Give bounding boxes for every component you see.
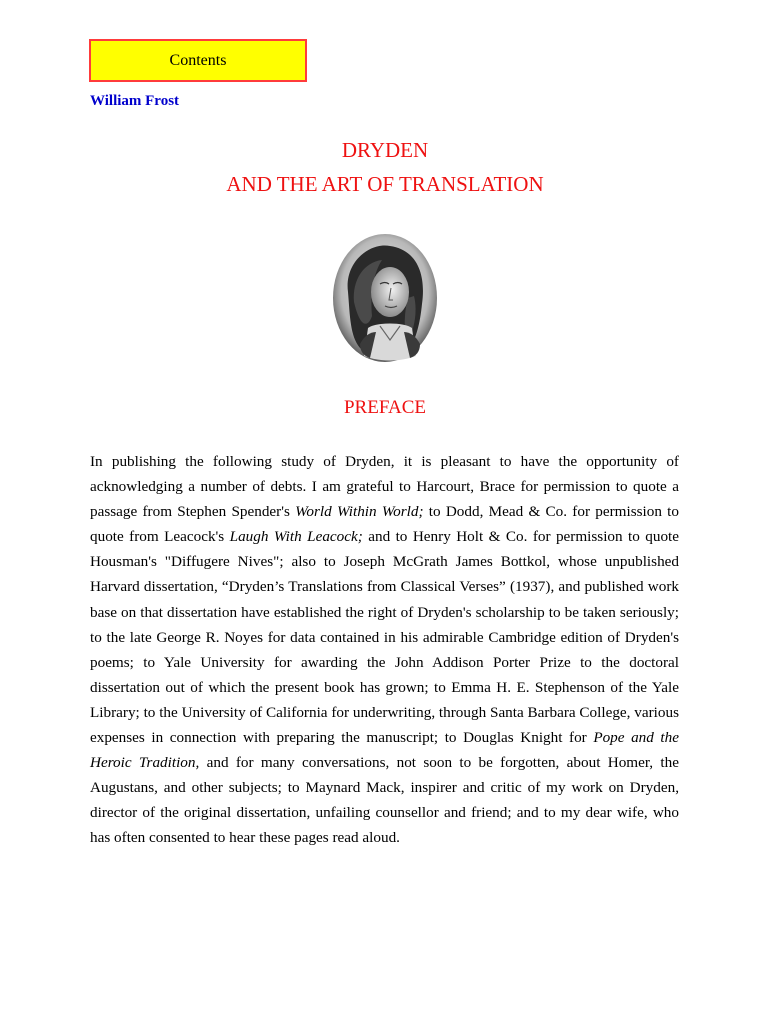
preface-text-part-4: and for many conversations, not soon to be forgotten, about Homer, the Augustans, and other subjects; to Maynard Mack, inspirer and critic of my work on Dryden, director of the original dissertation, unfailing counsellor and friend; and to my dear wife, who has often consented to hear these pages read aloud. bbox=[90, 754, 679, 847]
preface-italic-title-2: Laugh With Leacock; bbox=[229, 528, 363, 546]
preface-italic-title-3: Pope and the Heroic Tradition, bbox=[90, 729, 679, 772]
book-title-line-1: DRYDEN bbox=[341, 138, 429, 162]
contents-button-label: Contents bbox=[169, 51, 227, 69]
contents-button[interactable] bbox=[89, 39, 307, 82]
portrait-engraving-icon bbox=[330, 232, 440, 364]
preface-text-part-1: In publishing the following study of Dryden, it is pleasant to have the opportunity of acknowledging a number of debts. I am grateful to Harcourt, Brace for permission to quote a passage from Stephen Spender's bbox=[90, 453, 679, 521]
preface-text-part-2: to Dodd, Mead & Co. for permission to quote from Leacock's bbox=[90, 503, 679, 546]
preface-heading: PREFACE bbox=[343, 397, 426, 418]
book-title-line-2: AND THE ART OF TRANSLATION bbox=[226, 172, 544, 196]
preface-text-part-3: and to Henry Holt & Co. for permission to quote Housman's "Diffugere Nives"; also to Joseph McGrath James Bottkol, whose unpublished Harvard dissertation, “Dryden’s Translations from Classical Verses” (1937), and published work base on that dissertation have established the right of Dryden's scholarship to be taken seriously; to the late George R. Noyes for data contained in his admirable Cambridge edition of Dryden's poems; to Yale University for awarding the John Addison Porter Prize to the doctoral dissertation out of which the present book has grown; to Emma H. E. Stephenson of the Yale Library; to the University of California for underwriting, through Santa Barbara College, various expenses in connection with preparing the manuscript; to Douglas Knight for bbox=[90, 528, 680, 747]
preface-italic-title-1: World Within World; bbox=[295, 503, 424, 521]
preface-paragraph bbox=[90, 449, 679, 851]
author-link[interactable]: William Frost bbox=[90, 93, 180, 109]
